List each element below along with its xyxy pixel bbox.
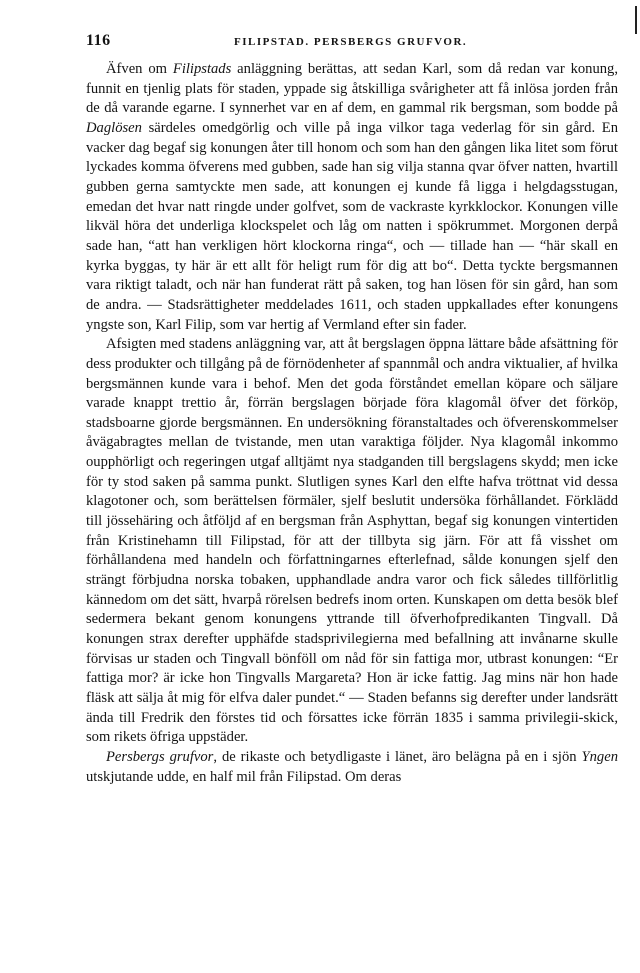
text-segment: utskjutande udde, en half mil från Filipstad. Om deras xyxy=(86,768,402,785)
paragraph-town-purpose xyxy=(86,335,618,748)
text-segment: Äfven om xyxy=(106,61,173,77)
running-title: FILIPSTAD. PERSBERGS GRUFVOR. xyxy=(234,36,468,48)
page-number: 116 xyxy=(86,32,111,49)
page-edge-mark xyxy=(635,6,637,34)
italic-term-filipstads: Filipstads xyxy=(172,61,232,77)
italic-term-persbergs-grufvor: Persbergs grufvor xyxy=(106,748,214,765)
text-segment: anläggning berättas, att sedan Karl, som då redan var konung, funnit en tjenlig plats för staden, yppade sig åtskilliga svårigheter att få inlösa jorden från de då varande egarne. I synnerhet var en af dem, en gammal rik bergsman, som bodde på xyxy=(86,61,619,117)
text-segment: Afsigten med stadens anläggning var, att åt bergslagen öppna lättare både afsättning för dess produkter och tillgång på de förnödenheter af spannmål och andra viktualier, af hvilka bergsmännen kunde vara i behof. Men det goda förståndet emellan köpare och säljare varade knappt trettio år, förrän bergslagen började föra klagomål öfver det förköp, stadsboarne gjorde bergsmännen. En undersökning föranstaltades och öfverenskommelser åvägabragtes mellan de tvistande, men utan varaktiga följder. Nya klagomål inkommo oupphörligt och regeringen utgaf alltjämt nya stadganden till bergslagens skydd; men icke för ty stod saken på samma punkt. Slutligen synes Karl den elfte hafva tröttnat vid dessa klagotoner och, som berättelsen förmäler, sjelf beslutit undersöka förhållandet. Förklädd till jössehäring och åtföljd af en bergsman från Asphyttan, begaf sig konungen vintertiden från Kristinehamn till Filipstad, för att der tillbyta sig järn. För att få visshet om förhållandena med handeln och författningarnes efterlefnad, sålde konungen sjelf den strängt förbjudna norska tobaken, upphandlade andra varor och fick således tillförlitlig kännedom om det sätt, hvarpå rörelsen bedrefs inom orten. Kunskapen om detta besök blef sedermera bekant genom konungens yttrande till öfverhofpredikanten Tingvall. Då konungen strax derefter upphäfde stadsprivilegierna med befallning att invånarne skulle förvisas ur staden och Tingvall bönföll om nåd för sin fattiga mor, utbrast konungen: “Er fattiga mor? är icke hon Tingvalls Margareta? Hon är icke fattig. Jag mins när hon hade fläsk att sälja åt mig för elfva daler pundet.“ — Staden befanns sig derefter under landsrätt ända till Fredrik den förstes tid och försattes icke förrän 1835 i samma privilegii-skick, som rikets öfriga uppstäder. xyxy=(86,336,618,746)
body-text xyxy=(86,60,618,787)
text-segment: särdeles omedgörlig och ville på inga vilkor taga vederlag för sin gård. En vacker dag begaf sig konungen åter till honom och som han den gången lika litet som förut lyckades komma öfverens med gubben, sade han sig vilja stanna qvar öfver natten, hvartill gubben gerna samtyckte men sade, att konungen ej kunde få ligga i helgdagsstugan, emedan det hvar natt ringde under golfvet, som de vackraste kyrkklockor. Konungen ville likväl höra det underliga klockspelet och låg om natten i spökrummet. Morgonen derpå sade han, “att han verkligen hört klockorna ringa“, och — tillade han — “här skall en kyrka byggas, ty här är ett allt för heligt rum för dig att bo“. Detta tyckte bergsmannen vara riktigt taladt, och när han funderat rätt på saken, tog han lösen för sin gård, han som de andra. — Stadsrättigheter meddelades 1611, och staden uppkallades efter konungens yngste son, Karl Filip, som var hertig af Vermland efter sin fader. xyxy=(86,119,618,333)
italic-term-daglosen: Daglösen xyxy=(86,119,142,136)
text-segment: , de rikaste och betydligaste i länet, äro belägna på en i sjön xyxy=(213,748,582,765)
paragraph-persberg-mines xyxy=(86,748,618,787)
running-head xyxy=(86,30,626,54)
paragraph-filipstad-founding xyxy=(86,60,618,335)
italic-term-yngen: Yngen xyxy=(581,748,618,765)
